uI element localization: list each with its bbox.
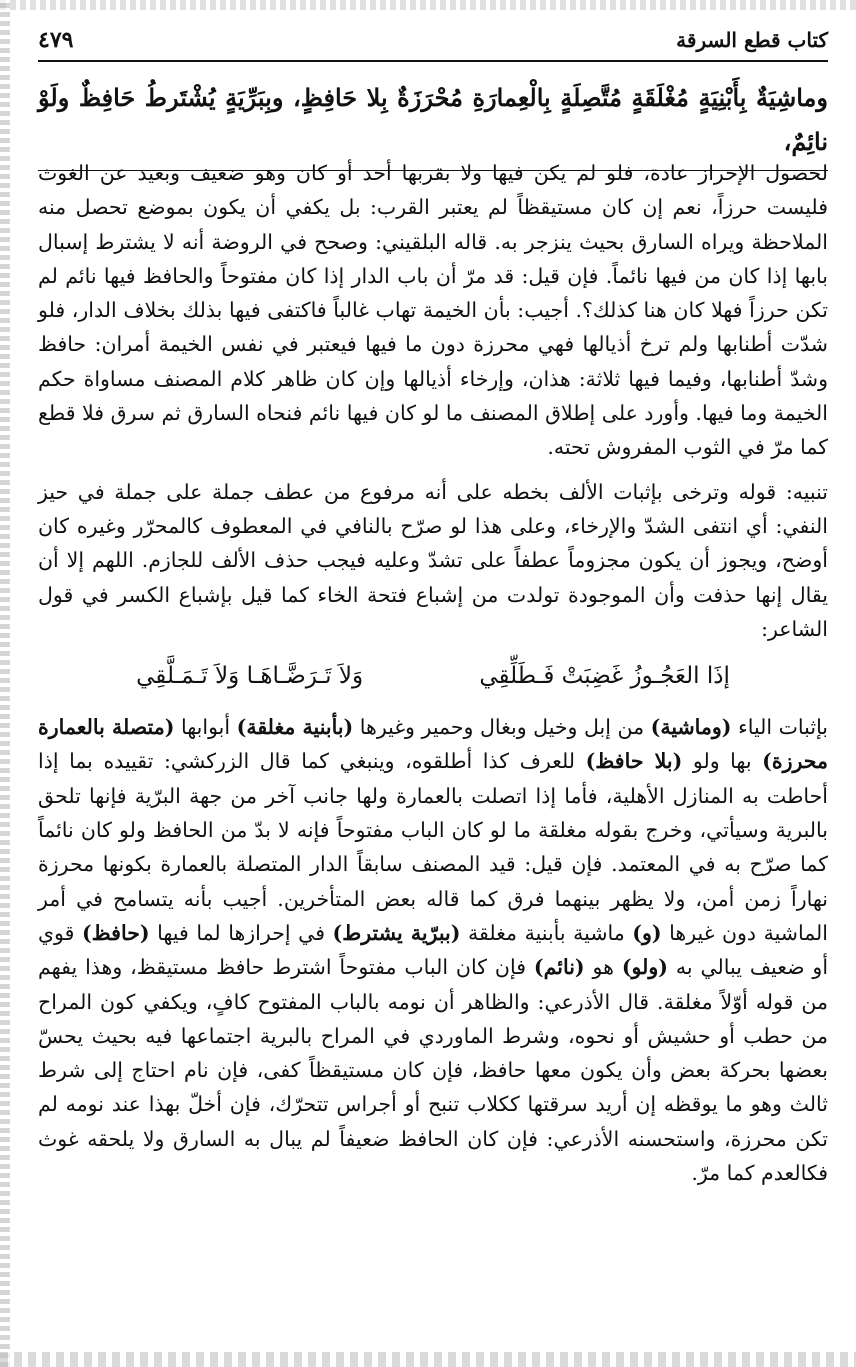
p3-text: بها ولو: [682, 749, 763, 774]
p3-matn-highlight: (متصلة بالعمارة محرزة): [38, 715, 828, 774]
p3-text: أبوابها: [174, 715, 237, 740]
page-edge-top: [0, 0, 856, 10]
page-header: [38, 20, 828, 62]
p3-text: هو: [584, 955, 622, 980]
verse-first-hemistich: إذَا العَجُـوزُ غَضِبَتْ فَـطَلِّقِي: [479, 663, 730, 690]
p3-text: فإن كان الباب مفتوحاً اشترط حافظ مستيقظ، وهذا يفهم من قوله أوّلاً مغلقة. قال الأذرعي: والظاهر أن نومه بالباب المفتوح كافٍ، ويكفي كون المراح من حطب أو حشيش أو نحوه، وشرط الماوردي في المراح بالبرية اجتماعها فيه بحيث يحسّ بعضها بحركة بعض وأن يكون معها حافظ، فإن كان مستيقظاً كفى، فإن نام احتاج إلى شرط ثالث وهو ما يوقظه إن أريد سرقتها ككلاب تنبح أو أجراس تتحرّك، فإن أخلّ بهذا عند نومه لم تكن محرزة، واستحسنه الأذرعي: فإن كان الحافظ ضعيفاً لم يبال به السارق ولا يلحقه غوث فكالعدم كما مرّ.: [38, 955, 829, 1186]
matn-text: وماشِيَةٌ بِأَبْنِيَةٍ مُغْلَقَةٍ مُتَّصِلَةٍ بِالْعِمارَةِ مُحْرَزَةٌ بِلا حَافِظٍ، وبِبَرِّيَةٍ يُشْتَرطُ حَافِظٌ ولَوْ نائِمٌ،: [38, 76, 828, 171]
page-edge-left: [0, 0, 10, 1367]
running-title: كتاب قطع السرقة: [676, 28, 828, 52]
p3-matn-highlight: (وماشية): [650, 715, 732, 740]
p3-matn-highlight: (و): [632, 920, 662, 945]
paragraph-2: تنبيه: قوله وترخى بإثبات الألف بخطه على أنه مرفوع من عطف جملة على جملة في حيز النفي: أي انتفى الشدّ والإرخاء، وعلى هذا لو صرّح بالنافي في المعطوف كالمحرّر وغيره كان أوضح، ويجوز أن يكون مجزوماً عطفاً على تشدّ وعليه فيجب حذف الألف للجازم. اللهم إلا أن يقال إنها حذفت وأن الموجودة تولدت من إشباع فتحة الخاء كما قيل بإشباع الكسر في قول الشاعر:: [38, 479, 828, 641]
p3-text: من إبل وخيل وبغال وحمير وغيرها: [353, 715, 651, 740]
p3-text: في إحرازها لما فيها: [149, 920, 333, 945]
p3-matn-highlight: (حافظ): [81, 920, 150, 945]
p3-matn-highlight: (بلا حافظ): [585, 749, 683, 774]
p3-text: للعرف كذا أطلقوه، وينبغي كما قال الزركشي: تقييده بما إذا أحاطت به المنازل الأهلية، فأما إذا اتصلت بالعمارة ولها جانب آخر من جهة البرّية فإنها تلحق بالبرية وسيأتي، وخرج بقوله مغلقة ما لو كان الباب مفتوحاً فإنه لا بدّ من الحافظ ولو كان نائماً كما صرّح به في المعتمد. فإن قيل: قيد المصنف سابقاً الدار المتصلة بالعمارة بكونها محرزة نهاراً زمن أمن، ولا يظهر بينهما فرق كما قاله بعض المتأخرين. أجيب بأنه يتسامح في أمر الماشية دون غيرها: [38, 749, 828, 945]
paragraph-1: لحصول الإحراز عادة، فلو لم يكن فيها ولا بقربها أحد أو كان وهو ضعيف وبعيد عن الغوث فليست حرزاً، نعم إن كان مستيقظاً لم يعتبر القرب: بل يكفي أن يكون بموضع تحصل منه الملاحظة ويراه السارق بحيث ينزجر به. قاله البلقيني: وصحح في الروضة أنه لا يشترط إسبال بابها إذا كان من فيها نائماً. فإن قيل: قد مرّ أن باب الدار إذا كان مفتوحاً والحافظ فيها نائم لم تكن حرزاً فهلا كان هنا كذلك؟. أجيب: بأن الخيمة تهاب غالباً فاكتفى فيها بذلك بخلاف الدار، فلو شدّت أطنابها ولم ترخ أذيالها فهي محرزة دون ما فيها فيعتبر في نفس الخيمة أمران: حافظ وشدّ أطنابها، وفيما فيها ثلاثة: هذان، وإرخاء أذيالها وإن كان ظاهر كلام المصنف مساواة حكم الخيمة وما فيها. وأورد على إطلاق المصنف ما لو كان فيها نائم فنحاه السارق ثم سرق فلا قطع كما مرّ في الثوب المفروش تحته.: [38, 161, 828, 460]
p3-matn-highlight: (ببرّية يشترط): [332, 920, 461, 945]
commentary-body: [38, 156, 828, 1200]
p3-matn-highlight: (نائم): [533, 955, 585, 980]
paragraph-3: [38, 710, 828, 1190]
page-number: ٤٧٩: [38, 27, 74, 53]
p3-text: قوي أو ضعيف يبالي به: [38, 920, 829, 980]
book-page: [38, 14, 828, 1344]
verse-second-hemistich: وَلاَ تَـرَضَّـاهَـا وَلاَ تَـمَـلَّقِي: [136, 663, 364, 690]
p3-matn-highlight: (بأبنية مغلقة): [236, 715, 354, 740]
p3-matn-highlight: (ولو): [621, 955, 668, 980]
p3-text: ماشية بأبنية مغلقة: [460, 920, 633, 945]
p3-text: بإثبات الياء: [731, 715, 829, 740]
page-edge-bottom: [0, 1352, 856, 1367]
poetry-verse: [78, 650, 788, 702]
